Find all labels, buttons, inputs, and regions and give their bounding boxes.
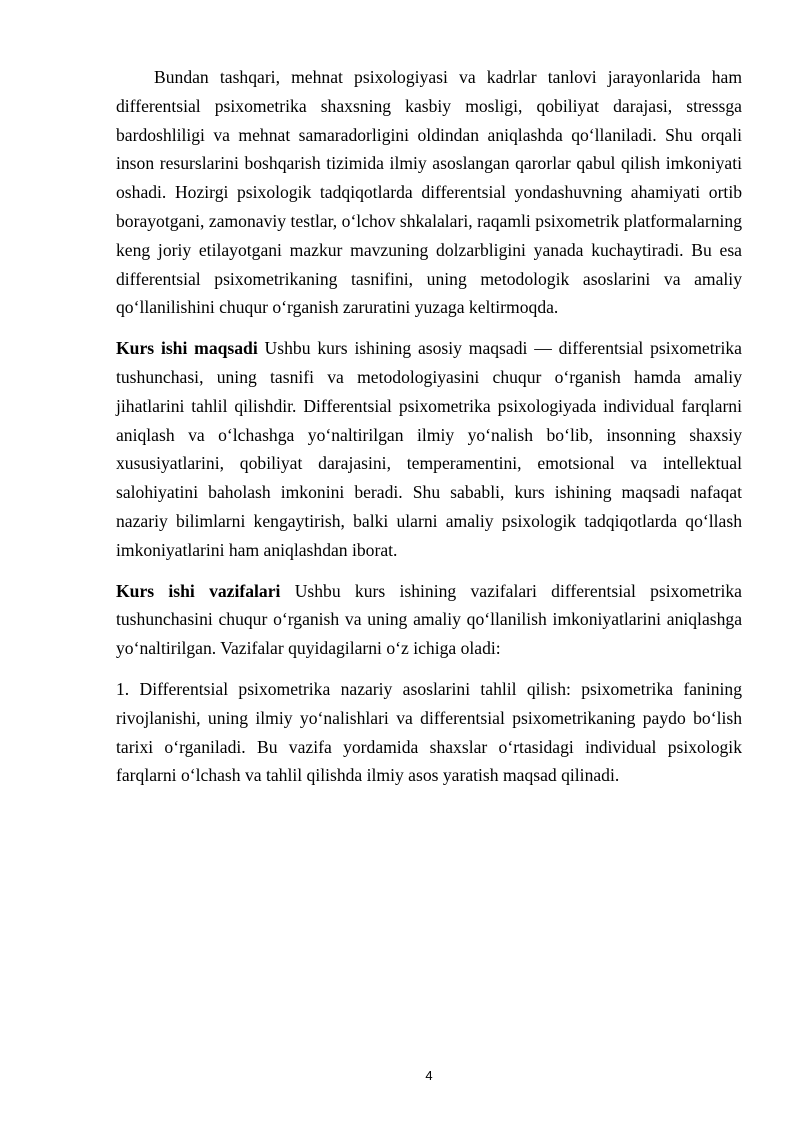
goal-heading: Kurs ishi maqsadi [116,338,258,359]
tasks-paragraph [116,577,742,663]
task-item-1: 1. Differentsial psixometrika nazariy asoslarini tahlil qilish: psixometrika fanining rivojlanishi, uning ilmiy yo‘nalishlari va differentsial psixometrikaning paydo bo‘lish tarixi o‘rganiladi. Bu vazifa yordamida shaxslar o‘rtasidagi individual psixologik farqlarni o‘lchash va tahlil qilishda ilmiy asos yaratish maqsad qilinadi. [116,678,742,786]
page-number: 4 [425,1068,433,1083]
goal-text: Ushbu kurs ishining asosiy maqsadi — differentsial psixometrika tushunchasi, uning tasnifi va metodologiyasini chuqur o‘rganish hamda amaliy jihatlarini tahlil qilishdir. Differentsial psixometrika psixologiyada individual farqlarni aniqlash va o‘lchashga yo‘naltirilgan ilmiy yo‘nalish bo‘lib, insonning shaxsiy xususiyatlarini, qobiliyat darajasini, temperamentini, emotsional va intellektual salohiyatini baholash imkonini beradi. Shu sababli, kurs ishining maqsadi nafaqat nazariy bilimlarni kengaytirish, balki ularni amaliy psixologik tadqiqotlarda qo‘llash imkoniyatlarini ham aniqlashdan iborat. [116,338,742,560]
tasks-heading: Kurs ishi vazifalari [116,580,281,601]
tasks-text: Ushbu kurs ishining vazifalari differentsial psixometrika tushunchasini chuqur o‘rganish va uning amaliy qo‘llanilish imkoniyatlarini aniqlashga yo‘naltirilgan. Vazifalar quyidagilarni o‘z ichiga oladi: [116,580,742,659]
intro-paragraph: Bundan tashqari, mehnat psixologiyasi va kadrlar tanlovi jarayonlarida ham differentsial psixometrika shaxsning kasbiy mosligi, qobiliyat darajasi, stressga bardoshliligi va mehnat samaradorligini oldindan aniqlashda qo‘llaniladi. Shu orqali inson resurslarini boshqarish tizimida ilmiy asoslangan qarorlar qabul qilish imkoniyati oshadi. Hozirgi psixologik tadqiqotlarda differentsial yondashuvning ahamiyati ortib borayotgani, zamonaviy testlar, o‘lchov shkalalari, raqamli psixometrik platformalarning keng joriy etilayotgani mazkur mavzuning dolzarbligini yanada kuchaytiradi. Bu esa differentsial psixometrikaning tasnifini, uning metodologik asoslarini va amaliy qo‘llanilishini chuqur o‘rganish zaruratini yuzaga keltirmoqda. [116,67,742,318]
goal-paragraph [116,334,742,564]
document-page [116,63,742,790]
